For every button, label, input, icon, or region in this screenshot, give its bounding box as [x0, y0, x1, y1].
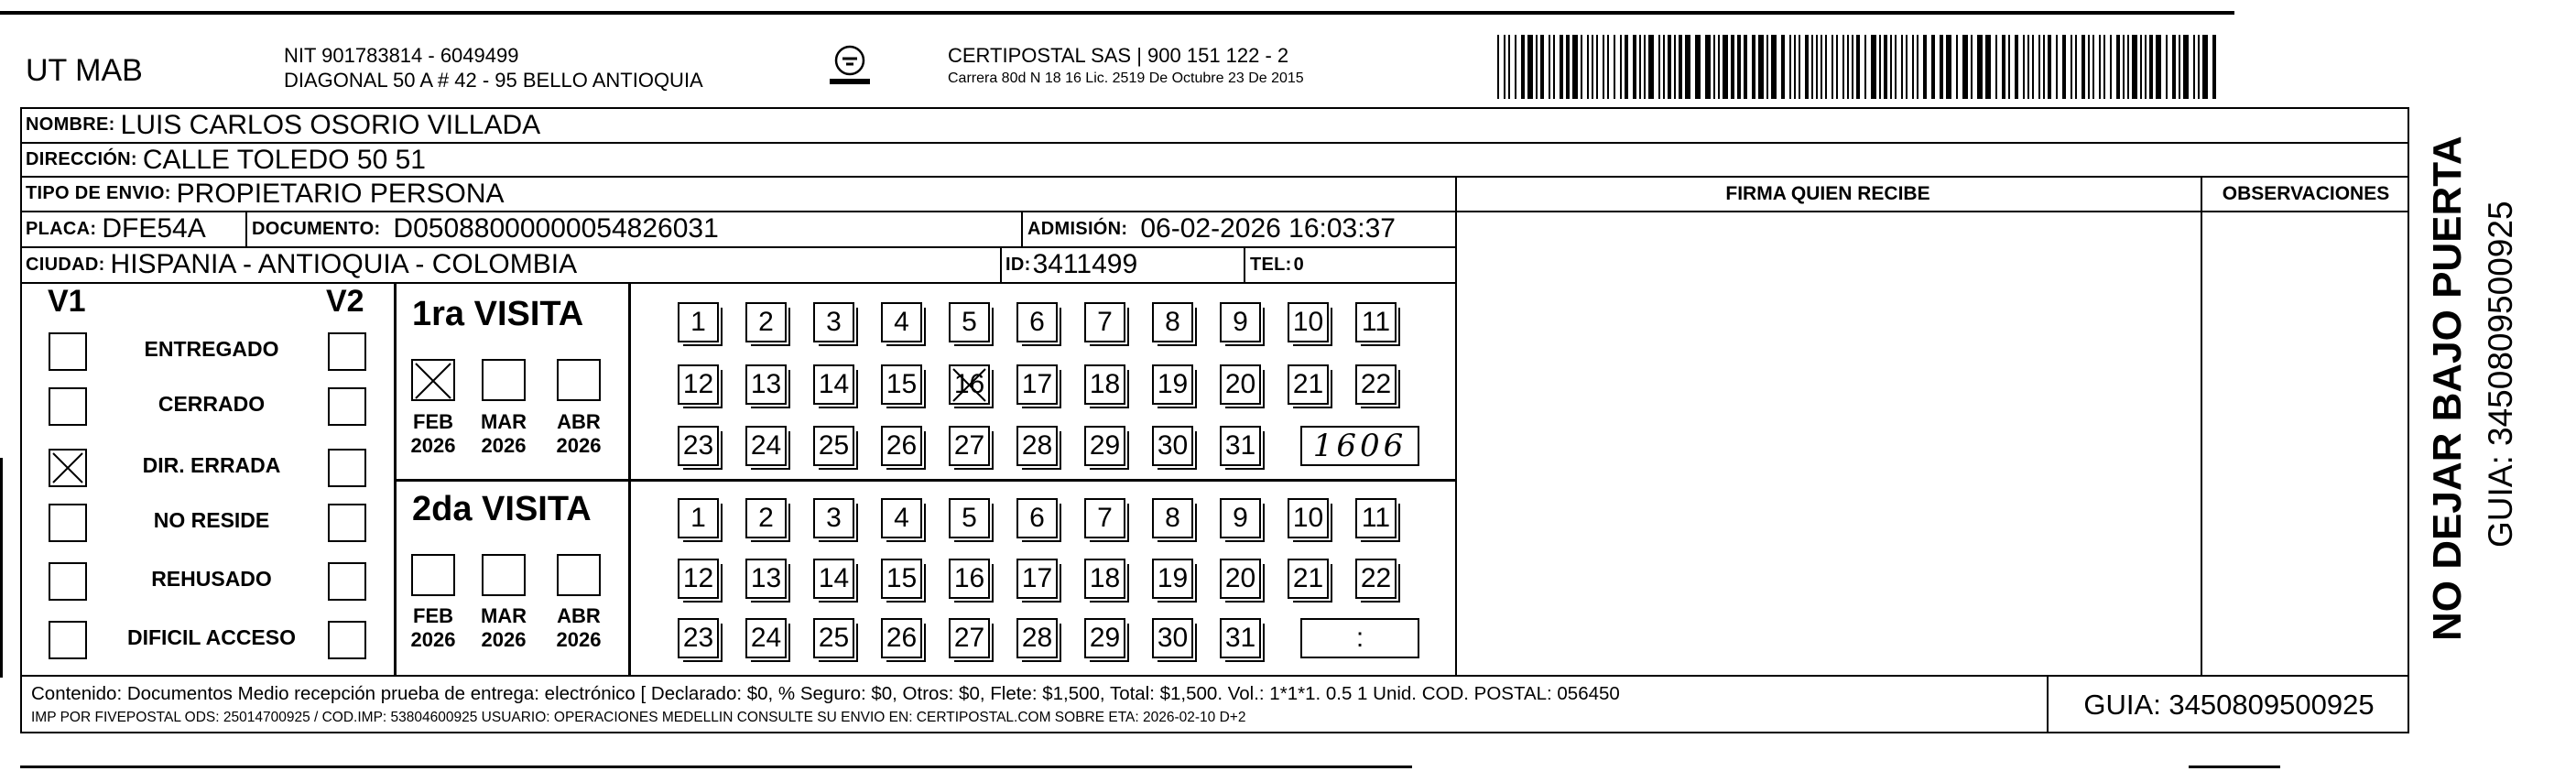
- row-nombre: [26, 108, 540, 142]
- v1-checkbox[interactable]: [49, 449, 87, 487]
- v2-checkbox[interactable]: [328, 387, 366, 426]
- second-time-box[interactable]: [1300, 618, 1419, 658]
- v1-checkbox[interactable]: [49, 332, 87, 371]
- second-day-box[interactable]: 29: [1084, 618, 1125, 658]
- first-day-box[interactable]: 23: [678, 426, 719, 466]
- second-day-box[interactable]: 17: [1016, 559, 1058, 599]
- admision-value: 06-02-2026 16:03:37: [1140, 213, 1396, 244]
- tel-label: TEL:: [1250, 254, 1292, 275]
- month-year: 2026: [556, 434, 602, 457]
- month-name: MAR: [480, 604, 527, 627]
- second-day-box[interactable]: 18: [1084, 559, 1125, 599]
- carrier-license: Carrera 80d N 18 16 Lic. 2519 De Octubre 23 De 2015: [948, 71, 1304, 86]
- v1-checkbox[interactable]: [49, 504, 87, 542]
- month-year: 2026: [481, 434, 527, 457]
- second-day-box[interactable]: 22: [1355, 559, 1397, 599]
- company-address: DIAGONAL 50 A # 42 - 95 BELLO ANTIOQUIA: [284, 69, 703, 92]
- barcode: [1497, 35, 2225, 99]
- option-label: REHUSADO: [151, 567, 272, 591]
- first-day-box[interactable]: 26: [881, 426, 922, 466]
- first-day-box[interactable]: 12: [678, 364, 719, 405]
- v2-checkbox[interactable]: [328, 562, 366, 601]
- month-name: FEB: [413, 410, 453, 433]
- row-documento: [252, 212, 719, 246]
- first-month-label: [406, 410, 461, 458]
- first-month-label: [551, 410, 606, 458]
- second-day-box[interactable]: 27: [949, 618, 990, 658]
- observaciones-header: OBSERVACIONES: [2222, 183, 2390, 204]
- first-day-box[interactable]: 27: [949, 426, 990, 466]
- nombre-value: LUIS CARLOS OSORIO VILLADA: [120, 109, 541, 140]
- time-placeholder: :: [1355, 623, 1364, 653]
- ciudad-label: CIUDAD:: [26, 254, 105, 275]
- footer-contenido: Contenido: Documentos Medio recepción prueba de entrega: electrónico [ Declarado: $0, % Seguro: $0, Otros: $0, Flete: $1,500, Total: $1,500. Vol.: 1*1*1. 0.5 1 Unid. COD. POSTAL: 056450: [31, 683, 1620, 704]
- v1-checkbox[interactable]: [49, 621, 87, 659]
- option-label: CERRADO: [158, 392, 266, 416]
- firma-header: FIRMA QUIEN RECIBE: [1725, 183, 1930, 204]
- month-name: ABR: [557, 604, 601, 627]
- second-month-label: [406, 604, 461, 652]
- v2-checkbox[interactable]: [328, 332, 366, 371]
- second-day-box[interactable]: 3: [813, 498, 854, 538]
- side-warning: NO DEJAR BAJO PUERTA: [2425, 136, 2470, 641]
- second-day-box[interactable]: 5: [949, 498, 990, 538]
- first-day-box[interactable]: 24: [745, 426, 787, 466]
- first-day-box[interactable]: 30: [1152, 426, 1193, 466]
- admision-label: ADMISIÓN:: [1027, 218, 1128, 239]
- month-year: 2026: [410, 434, 456, 457]
- v2-checkbox[interactable]: [328, 449, 366, 487]
- first-month-checkbox[interactable]: [411, 359, 455, 401]
- second-month-checkbox[interactable]: [411, 554, 455, 596]
- id-value: 3411499: [1032, 249, 1138, 279]
- row-direccion: [26, 143, 426, 177]
- second-day-box[interactable]: 13: [745, 559, 787, 599]
- first-day-box[interactable]: 16: [949, 364, 990, 405]
- second-day-box[interactable]: 24: [745, 618, 787, 658]
- second-day-box[interactable]: 8: [1152, 498, 1193, 538]
- row-id: [1005, 247, 1137, 282]
- first-day-box[interactable]: 6: [1016, 302, 1058, 342]
- second-day-box[interactable]: 23: [678, 618, 719, 658]
- first-visit-title: 1ra VISITA: [412, 295, 584, 333]
- first-day-box[interactable]: 19: [1152, 364, 1193, 405]
- company-nit: NIT 901783814 - 6049499: [284, 44, 519, 67]
- second-day-box[interactable]: 6: [1016, 498, 1058, 538]
- ciudad-value: HISPANIA - ANTIOQUIA - COLOMBIA: [110, 249, 578, 279]
- first-day-box[interactable]: 7: [1084, 302, 1125, 342]
- placa-value: DFE54A: [102, 213, 206, 244]
- footer-imp: IMP POR FIVEPOSTAL ODS: 25014700925 / COD.IMP: 53804600925 USUARIO: OPERACIONES MEDELLIN CONSULTE SU ENVIO EN: CERTIPOSTAL.COM SOBRE ETA: 2026-02-10 D+2: [31, 710, 1246, 725]
- second-day-box[interactable]: 25: [813, 618, 854, 658]
- v1-header: V1: [48, 284, 86, 319]
- documento-value: D05088000000054826031: [393, 213, 719, 244]
- v2-checkbox[interactable]: [328, 621, 366, 659]
- row-placa: [26, 212, 206, 246]
- top-rule: [0, 11, 2234, 15]
- id-label: ID:: [1005, 254, 1031, 275]
- first-day-box[interactable]: 3: [813, 302, 854, 342]
- second-day-box[interactable]: 2: [745, 498, 787, 538]
- handwritten-time: 1606: [1312, 428, 1408, 464]
- first-day-box[interactable]: 17: [1016, 364, 1058, 405]
- tipo-label: TIPO DE ENVIO:: [26, 183, 171, 203]
- first-time-box[interactable]: [1300, 426, 1419, 466]
- second-day-box[interactable]: 1: [678, 498, 719, 538]
- direccion-value: CALLE TOLEDO 50 51: [142, 144, 426, 175]
- second-day-box[interactable]: 15: [881, 559, 922, 599]
- second-day-box[interactable]: 14: [813, 559, 854, 599]
- option-label: DIR. ERRADA: [142, 453, 281, 477]
- second-day-box[interactable]: 9: [1220, 498, 1261, 538]
- month-year: 2026: [556, 628, 602, 651]
- second-day-box[interactable]: 7: [1084, 498, 1125, 538]
- first-day-box[interactable]: 9: [1220, 302, 1261, 342]
- second-visit-title: 2da VISITA: [412, 490, 592, 528]
- v2-header: V2: [326, 284, 364, 319]
- month-name: ABR: [557, 410, 601, 433]
- row-tipo: [26, 177, 505, 211]
- second-day-box[interactable]: 31: [1220, 618, 1261, 658]
- second-month-label: [551, 604, 606, 652]
- documento-label: DOCUMENTO:: [252, 218, 381, 239]
- side-guia: GUIA: 3450809500925: [2482, 201, 2519, 548]
- first-day-box[interactable]: 15: [881, 364, 922, 405]
- second-day-box[interactable]: 28: [1016, 618, 1058, 658]
- second-day-box[interactable]: 10: [1288, 498, 1329, 538]
- row-admision: [1027, 212, 1396, 246]
- first-day-box[interactable]: 13: [745, 364, 787, 405]
- option-label: ENTREGADO: [144, 337, 279, 361]
- company-name: UT MAB: [26, 53, 143, 88]
- second-month-checkbox[interactable]: [482, 554, 526, 596]
- first-day-box[interactable]: 2: [745, 302, 787, 342]
- option-label: NO RESIDE: [153, 508, 270, 532]
- first-month-checkbox[interactable]: [557, 359, 601, 401]
- second-day-box[interactable]: 26: [881, 618, 922, 658]
- second-day-box[interactable]: 30: [1152, 618, 1193, 658]
- certipostal-logo: [822, 40, 877, 95]
- month-year: 2026: [410, 628, 456, 651]
- carrier-name: CERTIPOSTAL SAS | 900 151 122 - 2: [948, 44, 1289, 67]
- first-day-box[interactable]: 8: [1152, 302, 1193, 342]
- first-day-box[interactable]: 31: [1220, 426, 1261, 466]
- first-day-box[interactable]: 4: [881, 302, 922, 342]
- v1-checkbox[interactable]: [49, 562, 87, 601]
- month-name: FEB: [413, 604, 453, 627]
- first-day-box[interactable]: 21: [1288, 364, 1329, 405]
- first-month-checkbox[interactable]: [482, 359, 526, 401]
- month-year: 2026: [481, 628, 527, 651]
- second-day-box[interactable]: 12: [678, 559, 719, 599]
- footer-guia: GUIA: 3450809500925: [2083, 689, 2375, 721]
- first-month-label: [476, 410, 531, 458]
- first-day-box[interactable]: 20: [1220, 364, 1261, 405]
- placa-label: PLACA:: [26, 218, 97, 239]
- first-day-box[interactable]: 29: [1084, 426, 1125, 466]
- first-day-box[interactable]: 10: [1288, 302, 1329, 342]
- second-day-box[interactable]: 20: [1220, 559, 1261, 599]
- tipo-value: PROPIETARIO PERSONA: [176, 178, 505, 209]
- v2-checkbox[interactable]: [328, 504, 366, 542]
- first-day-box[interactable]: 28: [1016, 426, 1058, 466]
- first-day-box[interactable]: 22: [1355, 364, 1397, 405]
- second-month-label: [476, 604, 531, 652]
- option-label: DIFICIL ACCESO: [126, 625, 296, 649]
- first-day-box[interactable]: 14: [813, 364, 854, 405]
- direccion-label: DIRECCIÓN:: [26, 149, 137, 169]
- month-name: MAR: [480, 410, 527, 433]
- second-day-box[interactable]: 19: [1152, 559, 1193, 599]
- row-tel: [1250, 247, 1304, 282]
- second-day-box[interactable]: 21: [1288, 559, 1329, 599]
- first-day-box[interactable]: 25: [813, 426, 854, 466]
- tel-value: 0: [1293, 254, 1305, 275]
- v1-checkbox[interactable]: [49, 387, 87, 426]
- nombre-label: NOMBRE:: [26, 114, 115, 135]
- first-day-box[interactable]: 5: [949, 302, 990, 342]
- first-day-box[interactable]: 1: [678, 302, 719, 342]
- first-day-box[interactable]: 11: [1355, 302, 1397, 342]
- second-day-box[interactable]: 11: [1355, 498, 1397, 538]
- second-day-box[interactable]: 4: [881, 498, 922, 538]
- second-month-checkbox[interactable]: [557, 554, 601, 596]
- first-day-box[interactable]: 18: [1084, 364, 1125, 405]
- second-day-box[interactable]: 16: [949, 559, 990, 599]
- row-ciudad: [26, 247, 577, 282]
